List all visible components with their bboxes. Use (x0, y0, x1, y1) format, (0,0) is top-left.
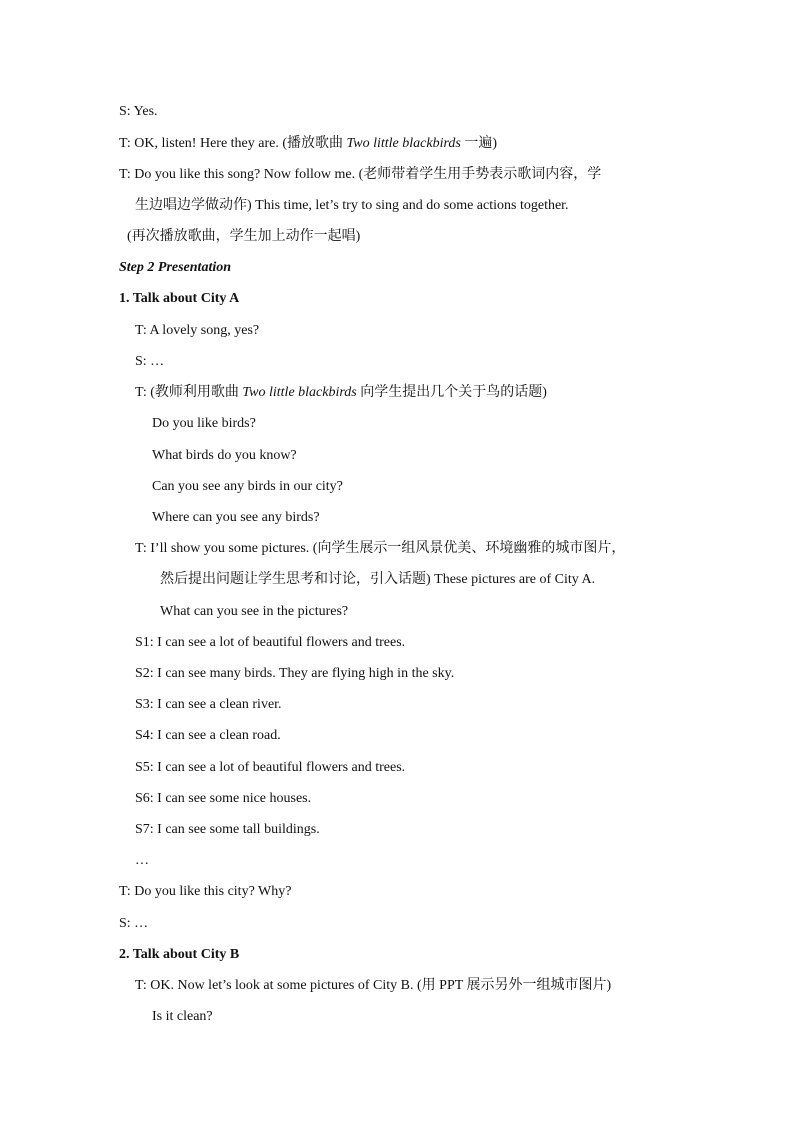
subheading-city-a: 1. Talk about City A (119, 291, 240, 306)
section-heading-step-2: Step 2 Presentation (119, 260, 232, 275)
text-segment: T: OK, listen! Here they are. (播放歌曲 (119, 136, 347, 151)
question-line: Can you see any birds in our city? (152, 479, 343, 494)
line-s-yes: S: Yes. (119, 104, 158, 119)
student-answer: S6: I can see some nice houses. (135, 791, 312, 806)
line-replay-note: (再次播放歌曲，学生加上动作一起唱) (127, 229, 361, 244)
text-segment: T: (教师利用歌曲 (135, 385, 243, 400)
line-continuation: What can you see in the pictures? (160, 604, 349, 619)
text-segment: 向学生提出几个关于鸟的话题) (356, 385, 547, 400)
line-lovely-song: T: A lovely song, yes? (135, 323, 260, 338)
line-city-b-pictures: T: OK. Now let’s look at some pictures of City B. (用 PPT 展示另外一组城市图片) (135, 978, 612, 993)
student-answer: S4: I can see a clean road. (135, 728, 281, 743)
question-line: Do you like birds? (152, 416, 256, 431)
subheading-city-b: 2. Talk about City B (119, 947, 240, 962)
question-line: Is it clean? (152, 1009, 213, 1024)
line-t-do-you-like-song: T: Do you like this song? Now follow me. (老师带着学生用手势表示歌词内容，学 (119, 167, 602, 182)
line-teacher-birds-topic (135, 384, 547, 402)
line-t-ok-listen (119, 135, 497, 153)
question-line: What birds do you know? (152, 448, 297, 463)
line-show-pictures: T: I’ll show you some pictures. (向学生展示一组风景优美、环境幽雅的城市图片， (135, 541, 626, 556)
student-answer: S3: I can see a clean river. (135, 697, 282, 712)
student-answer: S5: I can see a lot of beautiful flowers and trees. (135, 760, 406, 775)
student-answer: S7: I can see some tall buildings. (135, 822, 320, 837)
line-t-like-city: T: Do you like this city? Why? (119, 884, 292, 899)
song-title: Two little blackbirds (346, 136, 461, 151)
student-answer: S2: I can see many birds. They are flying high in the sky. (135, 666, 455, 681)
song-title: Two little blackbirds (242, 385, 357, 400)
student-answer: S1: I can see a lot of beautiful flowers and trees. (135, 635, 406, 650)
ellipsis-line: … (135, 853, 149, 868)
question-line: Where can you see any birds? (152, 510, 320, 525)
line-continuation: 然后提出问题让学生思考和讨论，引入话题) These pictures are of City A. (160, 572, 596, 587)
line-s-ellipsis: S: … (135, 354, 165, 369)
text-segment: 一遍) (460, 136, 498, 151)
line-continuation: 生边唱边学做动作) This time, let’s try to sing and do some actions together. (135, 198, 569, 213)
line-s-ellipsis: S: … (119, 916, 149, 931)
